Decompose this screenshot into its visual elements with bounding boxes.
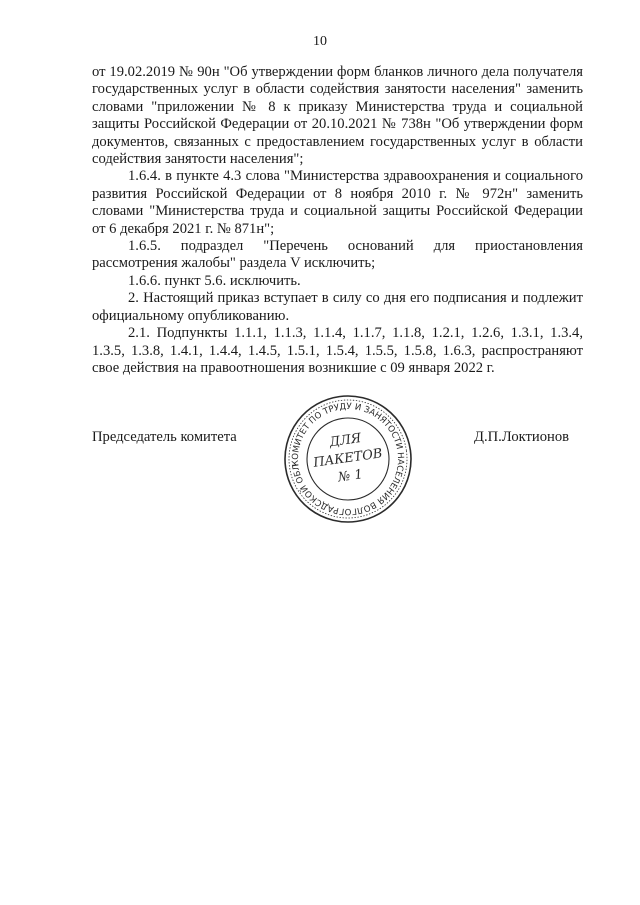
document-body bbox=[92, 64, 583, 377]
seal-graphic bbox=[278, 389, 418, 529]
seal-line-3: № 1 bbox=[337, 467, 364, 486]
seal-ring-text: КОМИТЕТ ПО ТРУДУ И ЗАНЯТОСТИ НАСЕЛЕНИЯ ВОЛГОГРАДСКОЙ ОБЛАСТИ bbox=[290, 401, 406, 517]
seal-rotated-group bbox=[278, 389, 418, 529]
paragraph-2-1: 2.1. Подпункты 1.1.1, 1.1.3, 1.1.4, 1.1.7, 1.1.8, 1.2.1, 1.2.6, 1.3.1, 1.3.4, 1.3.5, 1.3.8, 1.4.1, 1.4.4, 1.4.5, 1.5.1, 1.5.4, 1.5.5, 1.5.8, 1.6.3, распространяют свое действия на правоотношения возникшие с 09 января 2022 г. bbox=[92, 325, 583, 376]
seal-line-1: ДЛЯ bbox=[328, 431, 363, 451]
signatory-title: Председатель комитета bbox=[92, 429, 237, 445]
paragraph-2: 2. Настоящий приказ вступает в силу со дня его подписания и подлежит официальному опубликованию. bbox=[92, 290, 583, 324]
paragraph-1-6-6: 1.6.6. пункт 5.6. исключить. bbox=[128, 272, 301, 289]
page-number: 10 bbox=[313, 34, 327, 49]
paragraph-1-6-5: 1.6.5. подраздел "Перечень оснований для приостановления рассмотрения жалобы" раздела V исключить; bbox=[92, 238, 583, 272]
paragraph-1-6-4: 1.6.4. в пункте 4.3 слова "Министерства здравоохранения и социального развития Российской Федерации от 8 ноября 2010 г. № 972н" заменить словами "Министерства труда и социальной защиты Российской Федерации от 6 декабря 2021 г. № 871н"; bbox=[92, 168, 583, 237]
signatory-name: Д.П.Локтионов bbox=[474, 429, 570, 445]
paragraph-continuation: от 19.02.2019 № 90н "Об утверждении форм бланков личного дела получателя государственных услуг в области содействия занятости населения" заменить словами "приложении № 8 к приказу Министерства труда и социальной защиты Российской Федерации от 20.10.2021 № 738н "Об утверждении форм документов, связанных с предоставлением государственных услуг в области содействия занятости населения"; bbox=[92, 64, 583, 168]
seal-line-2: ПАКЕТОВ bbox=[312, 446, 384, 471]
official-seal bbox=[278, 389, 418, 529]
